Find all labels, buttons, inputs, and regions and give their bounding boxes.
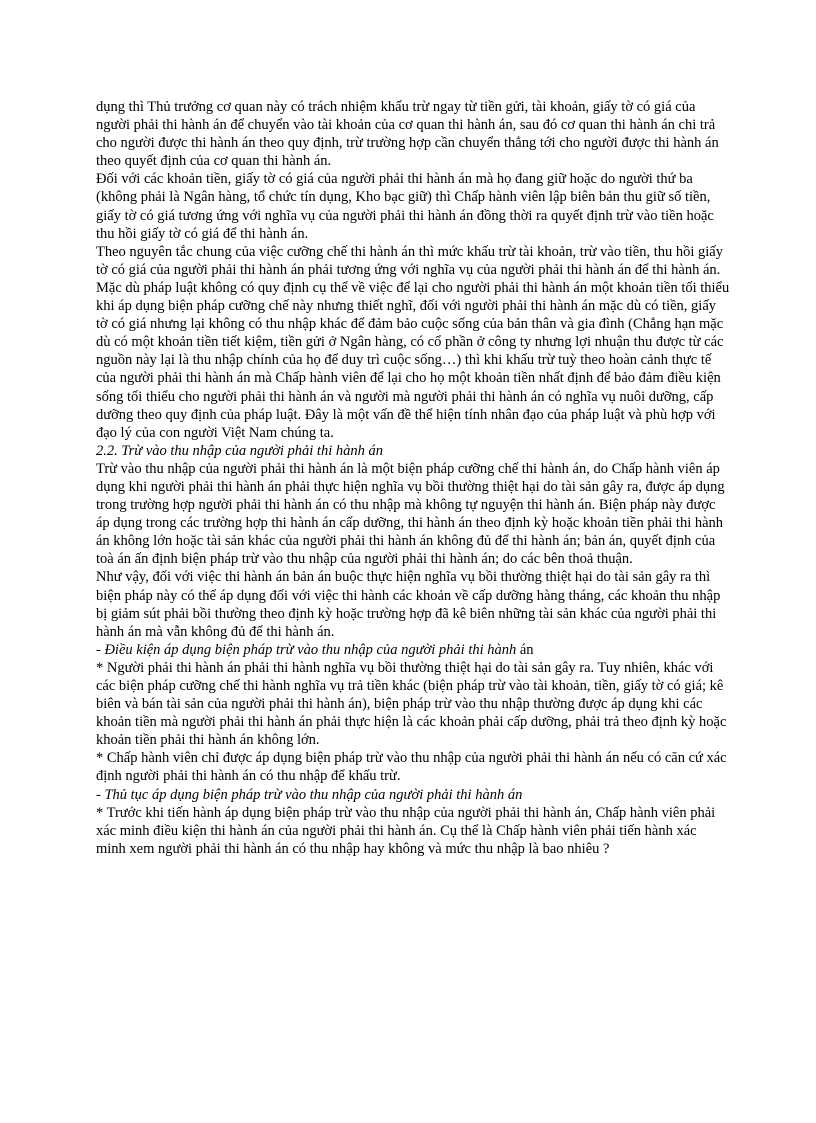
subheading-conditions-italic: - Điều kiện áp dụng biện pháp trừ vào thu nhập của người phải thi hành [96,641,517,658]
paragraph-income-deduction-definition: Trừ vào thu nhập của người phải thi hành án là một biện pháp cưỡng chế thi hành án, do Chấp hành viên áp dụng khi người phải thi hành án phải thực hiện nghĩa vụ bồi thường thiệt hại do tài sản gây ra, được áp dụng trong trường hợp người phải thi hành án có thu nhập mà không tự nguyện thi hành án. Biện pháp này được áp dụng trong các trường hợp thi hành án cấp dưỡng, thi hành án theo định kỳ hoặc khoản tiền phải thi hành án không lớn hoặc tài sản khác của người phải thi hành án không đủ để thi hành án; bản án, quyết định của toà án ấn định biện pháp trừ vào thu nhập của người phải thi hành án; do các bên thoả thuận. [96,460,725,568]
section-heading-2-2: 2.2. Trừ vào thu nhập của người phải thi hành án [96,442,383,459]
subheading-conditions [96,641,730,659]
paragraph-cash-held-by-debtor: Đối với các khoản tiền, giấy tờ có giá của người phải thi hành án mà họ đang giữ hoặc do người thứ ba (không phải là Ngân hàng, tổ chức tín dụng, Kho bạc giữ) thì Chấp hành viên lập biên bản thu giữ số tiền, giấy tờ có giá tương ứng với nghĩa vụ của người phải thi hành án đồng thời ra quyết định trừ vào tiền hoặc thu hồi giấy tờ có giá để thi hành án. [96,171,714,242]
paragraph-condition-obligation: * Người phải thi hành án phải thi hành nghĩa vụ bồi thường thiệt hại do tài sản gây ra. Tuy nhiên, khác với các biện pháp cưỡng chế thi hành nghĩa vụ trả tiền khác (biện pháp trừ vào tài khoản, tiền, giấy tờ có giá; kê biên và bán tài sản của người phải thi hành án), biện pháp trừ vào thu nhập thường được áp dụng khi các khoản tiền mà người phải thi hành án phải thực hiện là các khoản phải cấp dưỡng, phải trả theo định kỳ hoặc khoản tiền phải thi hành án không lớn. [96,659,727,749]
paragraph-condition-income-basis: * Chấp hành viên chỉ được áp dụng biện pháp trừ vào thu nhập của người phải thi hành án nếu có căn cứ xác định người phải thi hành án có thu nhập để khấu trừ. [96,750,727,785]
subheading-conditions-tail: án [516,641,534,658]
paragraph-general-principle: Theo nguyên tắc chung của việc cưỡng chế thi hành án thì mức khấu trừ tài khoản, trừ vào tiền, thu hồi giấy tờ có giá của người phải thi hành án phải tương ứng với nghĩa vụ của người phải thi hành án để thi hành án. Mặc dù pháp luật không có quy định cụ thể về việc để lại cho người phải thi hành án một khoản tiền tối thiểu khi áp dụng biện pháp cưỡng chế này nhưng thiết nghĩ, đối với người phải thi hành án mặc dù có tiền, giấy tờ có giá nhưng lại không có thu nhập khác để đảm bảo cuộc sống của bản thân và gia đình (Chẳng hạn mặc dù có một khoản tiền tiết kiệm, tiền gửi ở Ngân hàng, có cổ phần ở công ty nhưng lợi nhuận thu được từ các nguồn này lại là thu nhập chính của họ để duy trì cuộc sống…) thì khi khấu trừ tuỳ theo hoàn cảnh thực tế của người phải thi hành án mà Chấp hành viên để lại cho họ một khoản tiền nhất định để bảo đảm điều kiện sống tối thiểu cho người phải thi hành án và người mà người phải thi hành án có nghĩa vụ nuôi dưỡng, cấp dưỡng theo quy định của pháp luật. Đây là một vấn đề thể hiện tính nhân đạo của pháp luật và phù hợp với đạo lý của con người Việt Nam chúng ta. [96,243,730,441]
paragraph-procedure-verification: * Trước khi tiến hành áp dụng biện pháp trừ vào thu nhập của người phải thi hành án, Chấp hành viên phải xác minh điều kiện thi hành án của người phải thi hành án. Cụ thể là Chấp hành viên phải tiến hành xác minh xem người phải thi hành án có thu nhập hay không và mức thu nhập là bao nhiêu ? [96,804,716,857]
paragraph-application-scope: Như vậy, đối với việc thi hành án bản án buộc thực hiện nghĩa vụ bồi thường thiệt hại do tài sản gây ra thì biện pháp này có thể áp dụng đối với việc thi hành các khoản về cấp dưỡng hàng tháng, các khoản thu nhập bị giảm sút phải bồi thường theo định kỳ hoặc trường hợp đã kê biên những tài sản khác của người phải thi hành án mà vẫn không đủ để thi hành án. [96,569,721,640]
subheading-procedure: - Thủ tục áp dụng biện pháp trừ vào thu nhập của người phải thi hành án [96,786,523,803]
paragraph-withholding-by-agency: dụng thì Thủ trưởng cơ quan này có trách nhiệm khấu trừ ngay từ tiền gửi, tài khoản, giấy tờ có giá của người phải thi hành án để chuyển vào tài khoản của cơ quan thi hành án, sau đó cơ quan thi hành án chi trả cho người được thi hành án theo quy định, trừ trường hợp cần chuyển thẳng tới cho người được thi hành án theo quyết định của cơ quan thi hành án. [96,99,719,170]
document-page [96,98,730,858]
